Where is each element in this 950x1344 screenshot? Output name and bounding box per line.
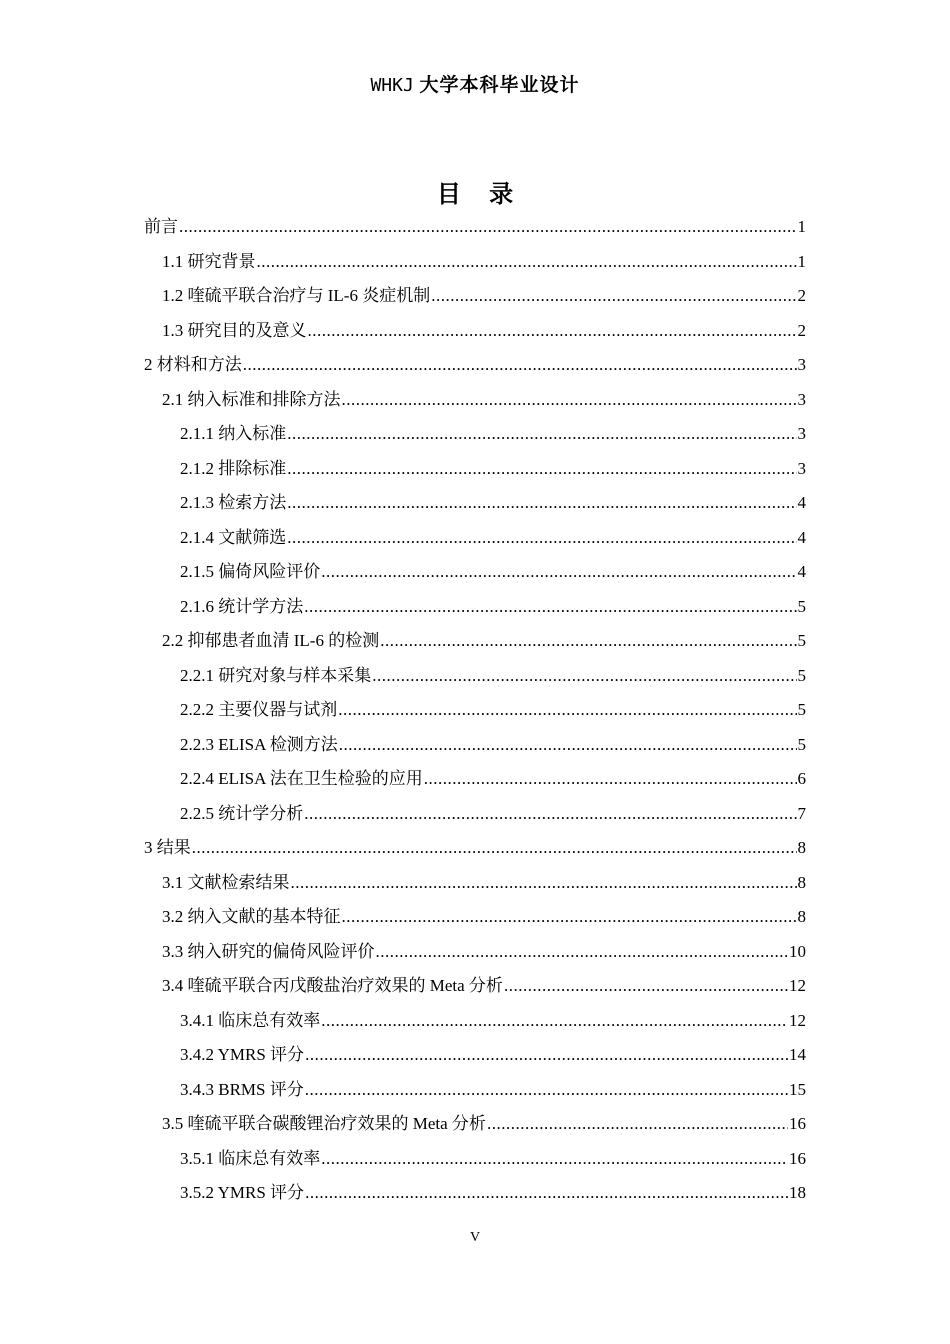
dot-leader: [342, 383, 797, 418]
toc-entry-page: 5: [797, 700, 806, 719]
toc-entry-page: 14: [789, 1045, 806, 1064]
header-title-text: 大学本科毕业设计: [419, 74, 580, 96]
toc-entry[interactable]: [144, 555, 806, 590]
toc-entry-page: 3: [797, 424, 806, 443]
toc-entry-title: 3.2 纳入文献的基本特征: [162, 907, 341, 926]
toc-entry-page: 5: [797, 734, 806, 754]
toc-entry-title: 前言: [144, 217, 178, 236]
toc-entry-page: 5: [797, 665, 806, 685]
toc-entry-title: 2.1.1 纳入标准: [180, 424, 287, 443]
toc-entry-page: 16: [789, 1148, 806, 1168]
toc-entry-page: 6: [797, 769, 806, 788]
toc-entry-page: 7: [797, 803, 806, 823]
dot-leader: [305, 1073, 788, 1108]
toc-entry[interactable]: [144, 728, 806, 763]
dot-leader: [179, 210, 797, 245]
dot-leader: [287, 417, 796, 452]
toc-entry[interactable]: [144, 245, 806, 280]
toc-entry[interactable]: [144, 935, 806, 970]
dot-leader: [305, 1038, 788, 1073]
page-header: [0, 70, 950, 97]
dot-leader: [372, 659, 796, 694]
toc-entry-title: 2.2.1 研究对象与样本采集: [180, 665, 372, 685]
toc-entry-page: 3: [797, 458, 806, 478]
toc-entry-page: 2: [797, 320, 806, 340]
toc-entry-title: 2.2.5 统计学分析: [180, 803, 304, 823]
toc-entry-page: 8: [797, 872, 806, 892]
toc-entry-title: 2.1.5 偏倚风险评价: [180, 562, 321, 581]
toc-entry[interactable]: [144, 659, 806, 694]
toc-entry-title: 3.4.3 BRMS 评分: [180, 1079, 304, 1099]
dot-leader: [287, 452, 796, 487]
dot-leader: [192, 831, 797, 866]
toc-entry-page: 15: [789, 1079, 806, 1099]
toc-entry-title: 2.1.6 统计学方法: [180, 596, 304, 616]
dot-leader: [342, 900, 797, 935]
toc-entry[interactable]: [144, 279, 806, 314]
dot-leader: [321, 1142, 788, 1177]
dot-leader: [304, 590, 796, 625]
toc-entry[interactable]: [144, 969, 806, 1004]
toc-entry-title: 2.1.3 检索方法: [180, 493, 287, 512]
toc-entry-title: 3 结果: [144, 838, 191, 857]
toc-entry-page: 8: [797, 838, 806, 857]
toc-title: 目 录: [436, 180, 524, 208]
dot-leader: [321, 1004, 788, 1039]
toc-entry[interactable]: [144, 1004, 806, 1039]
dot-leader: [376, 935, 789, 970]
toc-entry-page: 5: [797, 596, 806, 616]
toc-entry[interactable]: [144, 452, 806, 487]
toc-entry-title: 3.5.2 YMRS 评分: [180, 1183, 305, 1202]
toc-entry-page: 4: [797, 527, 806, 547]
toc-entry-page: 3: [797, 389, 806, 409]
dot-leader: [339, 728, 797, 763]
toc-entry-title: 3.4.1 临床总有效率: [180, 1010, 321, 1030]
toc-entry[interactable]: [144, 831, 806, 866]
dot-leader: [424, 762, 797, 797]
toc-entry[interactable]: [144, 314, 806, 349]
toc-entry[interactable]: [144, 417, 806, 452]
dot-leader: [243, 348, 797, 383]
toc-entry-page: 1: [797, 251, 806, 271]
toc-entry-title: 2.1 纳入标准和排除方法: [162, 389, 341, 409]
toc-entry[interactable]: [144, 210, 806, 245]
toc-entry[interactable]: [144, 1176, 806, 1211]
page-number: V: [469, 1230, 481, 1245]
toc-entry-page: 18: [789, 1183, 806, 1202]
dot-leader: [431, 279, 796, 314]
toc-entry-title: 1.1 研究背景: [162, 251, 256, 271]
toc-entry-title: 3.1 文献检索结果: [162, 872, 290, 892]
toc-entry-title: 3.3 纳入研究的偏倚风险评价: [162, 941, 375, 961]
dot-leader: [291, 866, 797, 901]
toc-entry-page: 16: [789, 1114, 806, 1133]
dot-leader: [287, 486, 796, 521]
dot-leader: [504, 969, 788, 1004]
toc-entry[interactable]: [144, 1073, 806, 1108]
toc-entry-page: 10: [789, 941, 806, 961]
toc-entry[interactable]: [144, 624, 806, 659]
toc-entry[interactable]: [144, 521, 806, 556]
dot-leader: [308, 314, 797, 349]
dot-leader: [304, 797, 796, 832]
toc-entry-page: 8: [797, 907, 806, 926]
dot-leader: [487, 1107, 788, 1142]
toc-entry-page: 4: [797, 562, 806, 581]
toc-entry[interactable]: [144, 866, 806, 901]
toc-entry-title: 2.1.4 文献筛选: [180, 527, 287, 547]
toc-entry-title: 2 材料和方法: [144, 355, 242, 374]
toc-entry[interactable]: [144, 900, 806, 935]
toc-entry-title: 1.2 喹硫平联合治疗与 IL-6 炎症机制: [162, 286, 431, 305]
toc-entry-title: 3.5.1 临床总有效率: [180, 1148, 321, 1168]
header-latin-text: WHKJ: [370, 75, 414, 96]
toc-entry-title: 2.2.4 ELISA 法在卫生检验的应用: [180, 769, 423, 788]
toc-entry-page: 12: [789, 1010, 806, 1030]
table-of-contents: [144, 210, 806, 1211]
toc-entry-title: 1.3 研究目的及意义: [162, 320, 307, 340]
dot-leader: [321, 555, 796, 590]
toc-entry[interactable]: [144, 1038, 806, 1073]
toc-entry-page: 5: [797, 631, 806, 650]
toc-entry[interactable]: [144, 383, 806, 418]
dot-leader: [305, 1176, 788, 1211]
toc-entry-title: 2.2.2 主要仪器与试剂: [180, 700, 338, 719]
toc-entry-title: 3.4 喹硫平联合丙戊酸盐治疗效果的 Meta 分析: [162, 976, 503, 995]
toc-entry[interactable]: [144, 1142, 806, 1177]
dot-leader: [338, 693, 796, 728]
toc-entry[interactable]: [144, 693, 806, 728]
toc-entry[interactable]: [144, 486, 806, 521]
toc-entry-title: 3.5 喹硫平联合碳酸锂治疗效果的 Meta 分析: [162, 1114, 486, 1133]
toc-entry-page: 12: [789, 976, 806, 995]
toc-entry-title: 2.2 抑郁患者血清 IL-6 的检测: [162, 631, 380, 650]
toc-entry-page: 4: [797, 493, 806, 512]
toc-entry[interactable]: [144, 1107, 806, 1142]
toc-entry[interactable]: [144, 762, 806, 797]
toc-entry-title: 2.2.3 ELISA 检测方法: [180, 734, 338, 754]
toc-entry-title: 3.4.2 YMRS 评分: [180, 1045, 305, 1064]
toc-entry-title: 2.1.2 排除标准: [180, 458, 287, 478]
dot-leader: [257, 245, 797, 280]
toc-entry[interactable]: [144, 797, 806, 832]
toc-entry-page: 2: [797, 286, 806, 305]
toc-entry[interactable]: [144, 348, 806, 383]
toc-entry[interactable]: [144, 590, 806, 625]
dot-leader: [287, 521, 796, 556]
dot-leader: [380, 624, 796, 659]
toc-entry-page: 3: [797, 355, 806, 374]
toc-entry-page: 1: [797, 217, 806, 236]
